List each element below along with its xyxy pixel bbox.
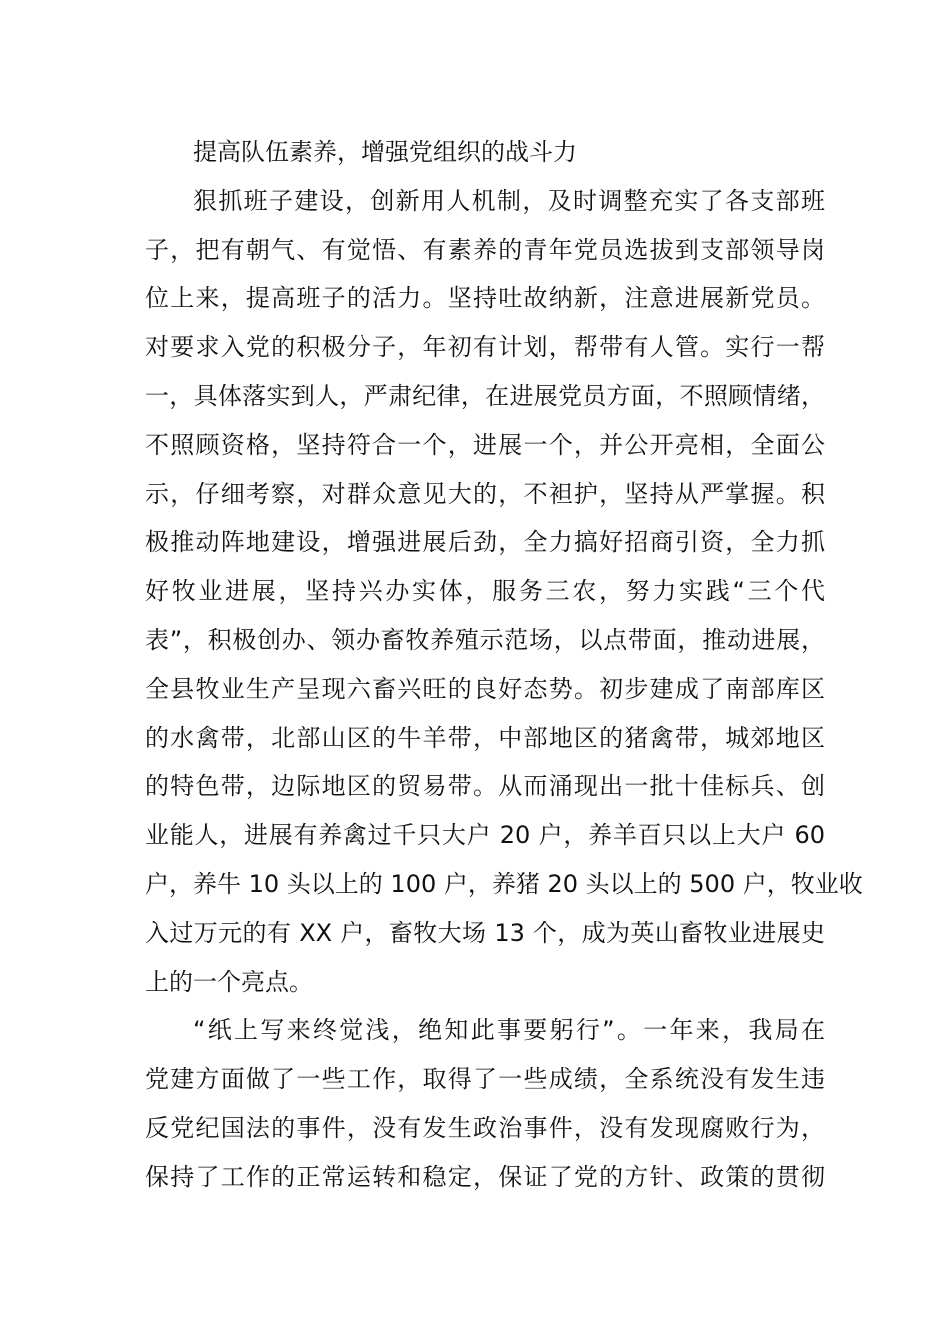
paragraph-line: 一，具体落实到人，严肃纪律，在进展党员方面，不照顾情绪， [145,381,825,410]
paragraph-line: 户，养牛 10 头以上的 100 户，养猪 20 头以上的 500 户，牧业收 [145,869,863,898]
paragraph-line: 上的一个亮点。 [145,967,313,996]
paragraph-line: 的水禽带，北部山区的牛羊带，中部地区的猪禽带，城郊地区 [145,723,825,752]
paragraph-line: 子，把有朝气、有觉悟、有素养的青年党员选拔到支部领导岗 [145,235,825,264]
paragraph-line: “纸上写来终觉浅，绝知此事要躬行”。一年来，我局在 [193,1016,825,1045]
paragraph-line: 党建方面做了一些工作，取得了一些成绩，全系统没有发生违 [145,1065,825,1094]
paragraph-line: 极推动阵地建设，增强进展后劲，全力搞好招商引资，全力抓 [145,528,825,557]
paragraph-line: 表”，积极创办、领办畜牧养殖示范场，以点带面，推动进展， [145,625,825,654]
paragraph-line: 位上来，提高班子的活力。坚持吐故纳新，注意进展新党员。 [145,284,825,313]
paragraph-line: 不照顾资格，坚持符合一个，进展一个，并公开亮相，全面公 [145,430,825,459]
section-heading: 提高队伍素养，增强党组织的战斗力 [193,138,577,166]
paragraph-line: 反党纪国法的事件，没有发生政治事件，没有发现腐败行为， [145,1113,825,1142]
paragraph-line: 保持了工作的正常运转和稳定，保证了党的方针、政策的贯彻 [145,1162,825,1191]
paragraph-line: 示，仔细考察，对群众意见大的，不袒护，坚持从严掌握。积 [145,479,825,508]
paragraph-line: 狠抓班子建设，创新用人机制，及时调整充实了各支部班 [193,186,825,215]
paragraph-line: 入过万元的有 XX 户，畜牧大场 13 个，成为英山畜牧业进展史 [145,918,825,947]
paragraph-line: 的特色带，边际地区的贸易带。从而涌现出一批十佳标兵、创 [145,772,825,801]
paragraph-line: 全县牧业生产呈现六畜兴旺的良好态势。初步建成了南部库区 [145,674,825,703]
paragraph-line: 业能人，进展有养禽过千只大户 20 户，养羊百只以上大户 60 [145,821,825,850]
paragraph-line: 好牧业进展，坚持兴办实体，服务三农，努力实践“三个代 [145,577,825,606]
document-body [145,128,863,1202]
paragraph-line: 对要求入党的积极分子，年初有计划，帮带有人管。实行一帮 [145,333,825,362]
